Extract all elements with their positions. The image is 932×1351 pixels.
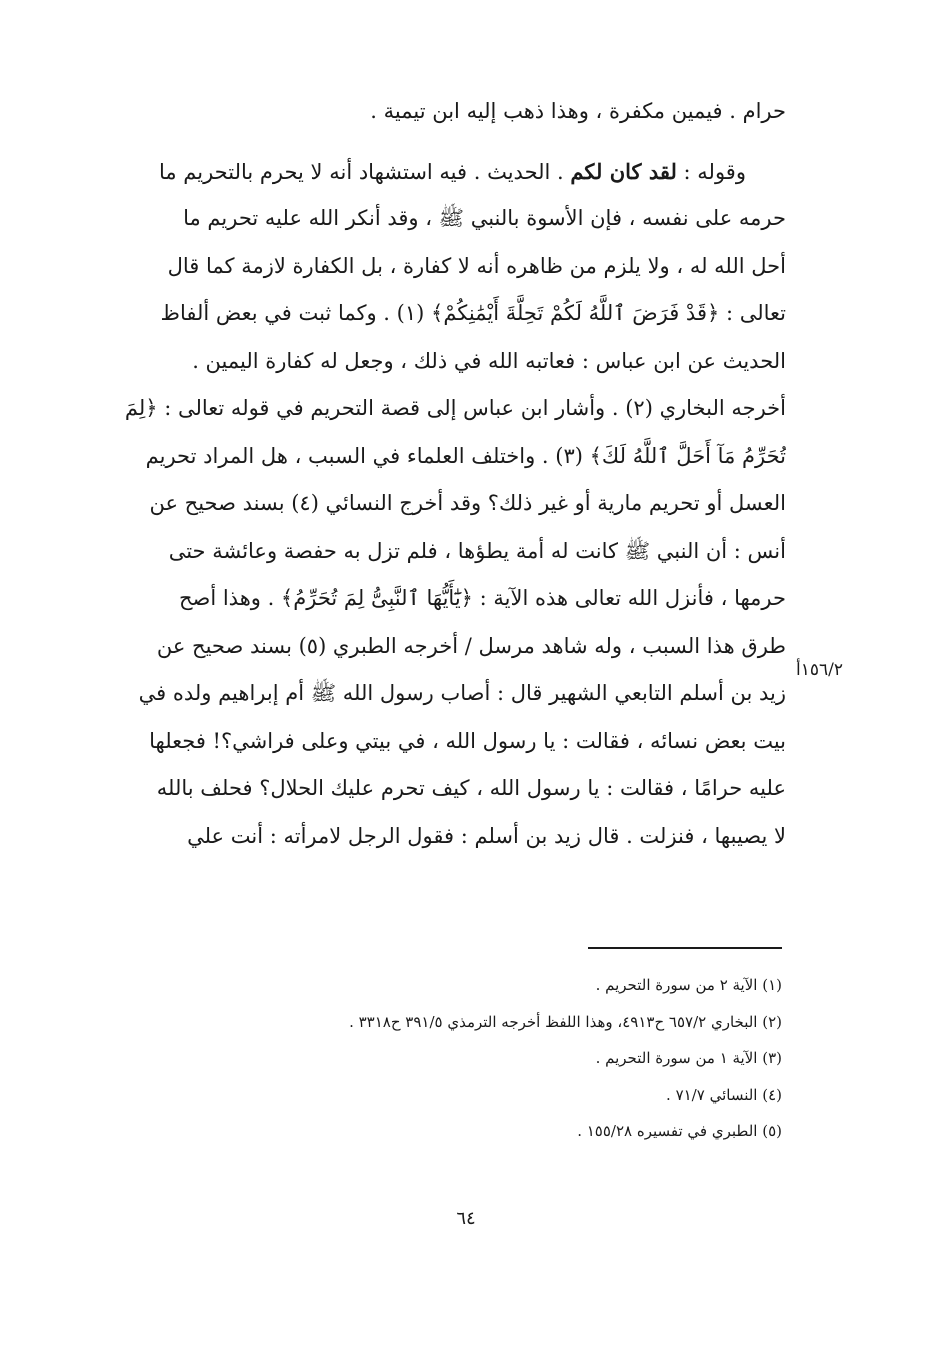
text-line: أخرجه البخاري (٢) . وأشار ابن عباس إلى قصة التحريم في قوله تعالى : ﴿لِمَ bbox=[124, 396, 786, 420]
text-line: عليه حرامًا ، فقالت : يا رسول الله ، كيف تحرم عليك الحلال؟ فحلف بالله bbox=[156, 776, 786, 800]
page-number: ٦٤ bbox=[456, 1208, 476, 1229]
text-line: لا يصيبها ، فنزلت . قال زيد بن أسلم : فقول الرجل لامرأته : أنت علي bbox=[187, 823, 786, 848]
text-line: طرق هذا السبب ، وله شاهد مرسل / أخرجه الطبري (٥) بسند صحيح عن bbox=[156, 633, 786, 658]
text-line: تُحَرِّمُ مَآ أَحَلَّ ٱللَّهُ لَكَ﴾ (٣) . واختلف العلماء في السبب ، هل المراد تحريم bbox=[145, 443, 786, 468]
footnote-item: (١) الآية ٢ من سورة التحريم . bbox=[595, 976, 782, 994]
text-line: أنس : أن النبي ﷺ كانت له أمة يطؤها ، فلم تزل به حفصة وعائشة حتى bbox=[168, 538, 786, 563]
bold-phrase: لقد كان لكم bbox=[570, 158, 677, 184]
footnote-item: (٤) النسائي ٧١/٧ . bbox=[666, 1085, 782, 1104]
text-line: حرمه على نفسه ، فإن الأسوة بالنبي ﷺ ، وقد أنكر الله عليه تحريم ما bbox=[183, 206, 786, 230]
footnote-item: (٣) الآية ١ من سورة التحريم . bbox=[595, 1049, 782, 1067]
text-line: تعالى : ﴿قَدْ فَرَضَ ٱللَّهُ لَكُمْ تَحِلَّةَ أَيْمَٰنِكُمْ﴾ (١) . وكما ثبت في بعض ألفاظ bbox=[160, 301, 786, 325]
text-line bbox=[118, 148, 786, 196]
text-line: حرمها ، فأنزل الله تعالى هذه الآية : ﴿يَٰٓأَيُّهَا ٱلنَّبِىُّ لِمَ تُحَرِّمُ﴾ . وهذا أصح bbox=[178, 586, 786, 610]
margin-folio-note: ١٥٦/٢أ bbox=[796, 660, 843, 680]
main-text-block bbox=[118, 88, 786, 860]
text-line: حرام . فيمين مكفرة ، وهذا ذهب إليه ابن تيمية . bbox=[370, 99, 786, 123]
text-line: بيت بعض نسائه ، فقالت : يا رسول الله ، في بيتي وعلى فراشي؟! فجعلها bbox=[149, 728, 786, 753]
text-run: . الحديث . فيه استشهاد أنه لا يحرم بالتحريم ما bbox=[158, 159, 571, 184]
text-run: وقوله : bbox=[676, 159, 746, 184]
text-line: العسل أو تحريم مارية أو غير ذلك؟ وقد أخرج النسائي (٤) بسند صحيح عن bbox=[149, 491, 786, 515]
text-line: أحل الله له ، ولا يلزم من ظاهره أنه لا كفارة ، بل الكفارة لازمة كما قال bbox=[167, 253, 786, 278]
text-line: زيد بن أسلم التابعي الشهير قال : أصاب رسول الله ﷺ أم إبراهيم ولده في bbox=[138, 681, 786, 705]
footnote-separator bbox=[588, 947, 782, 949]
text-line: الحديث عن ابن عباس : فعاتبه الله في ذلك ، وجعل له كفارة اليمين . bbox=[192, 348, 786, 373]
footnote-item: (٢) البخاري ٦٥٧/٢ ح٤٩١٣، وهذا اللفظ أخرجه الترمذي ٣٩١/٥ ح٣٣١٨ . bbox=[349, 1012, 782, 1031]
footnotes bbox=[160, 974, 782, 1157]
footnote-item: (٥) الطبري في تفسيره ١٥٥/٢٨ . bbox=[577, 1122, 782, 1140]
